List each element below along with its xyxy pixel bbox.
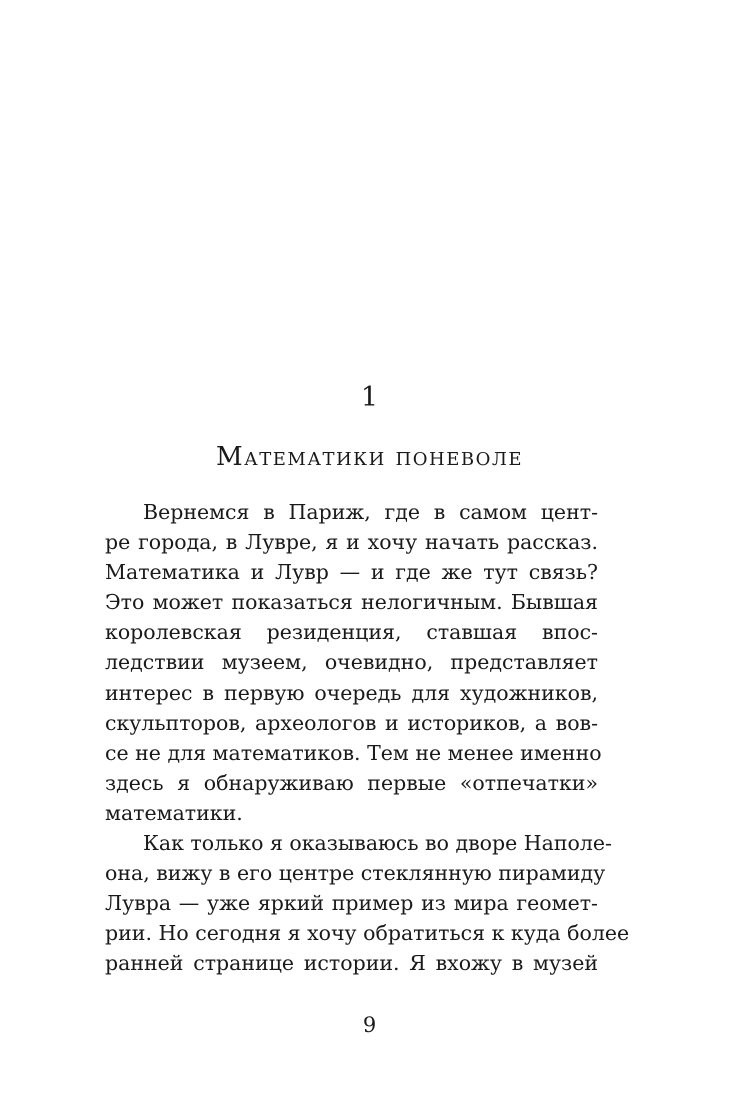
text-line: Это может показаться нелогичным. Бывшая: [105, 590, 598, 615]
text-line: Математика и Лувр — и где же тут связь?: [105, 560, 598, 585]
text-line: Вернемся в Париж, где в самом цент-: [143, 500, 598, 524]
text-line: ранней странице истории. Я вхожу в музей: [105, 951, 598, 976]
page-number: 9: [362, 1013, 377, 1037]
chapter-title: Математики поневоле: [216, 442, 523, 472]
text-line: Как только я оказываюсь во дворе Наполе-: [143, 831, 612, 856]
text-line: се не для математиков. Тем не менее именно: [105, 740, 602, 765]
text-line: она, вижу в его центре стеклянную пирамиду: [105, 861, 606, 886]
text-line: рии. Но сегодня я хочу обратиться к куда более: [105, 921, 630, 946]
text-line: интерес в первую очередь для художников,: [105, 680, 598, 705]
text-line: ре города, в Лувре, я и хочу начать рассказ.: [105, 530, 598, 555]
text-line: ледствии музеем, очевидно, представляет: [105, 650, 598, 675]
text-line: здесь я обнаруживаю первые «отпечатки»: [105, 770, 598, 795]
text-line: скульпторов, археологов и историков, а вов-: [105, 710, 598, 735]
text-line: Лувра — уже яркий пример из мира геомет-: [105, 891, 598, 916]
body-text: [105, 497, 630, 979]
text-line: королевская резиденция, ставшая впос-: [105, 620, 598, 645]
chapter-number: 1: [360, 382, 379, 413]
text-line: математики.: [105, 800, 243, 825]
